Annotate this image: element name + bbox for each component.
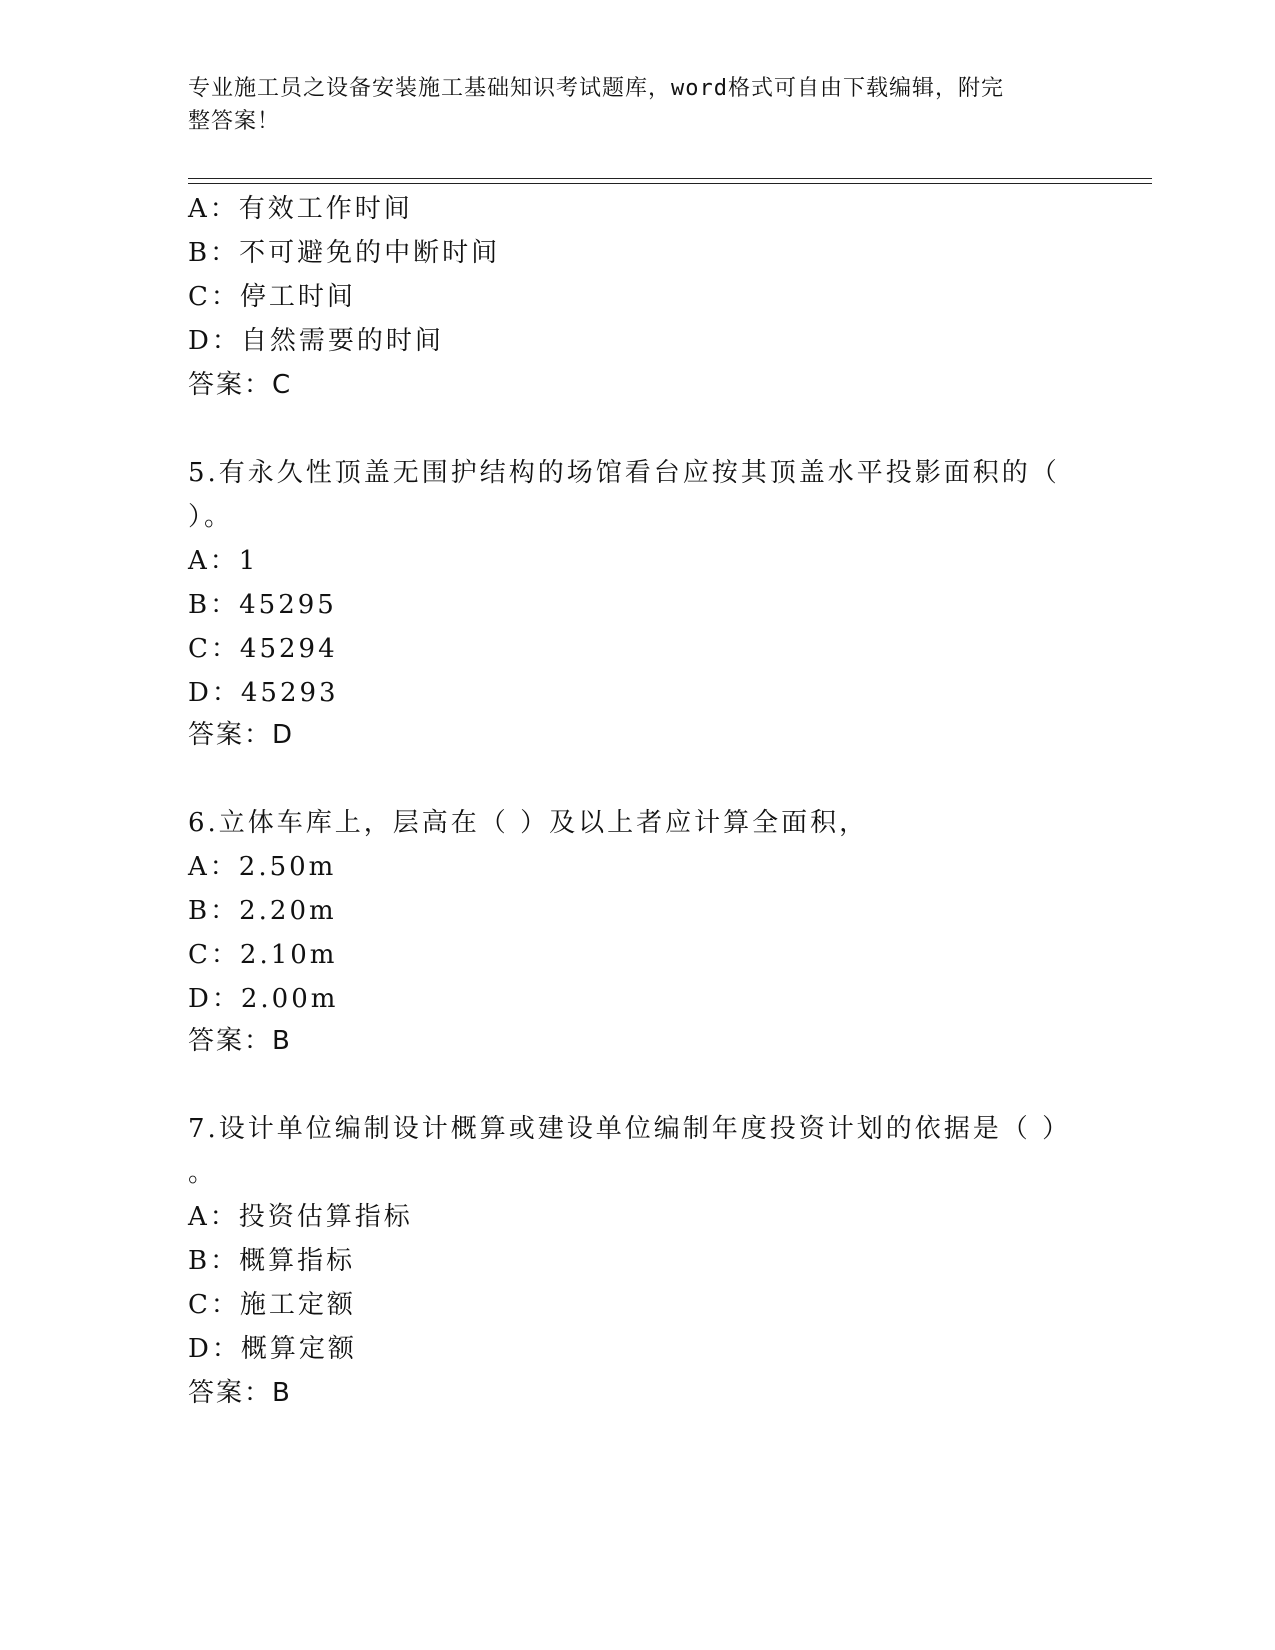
option-key: D： <box>188 678 241 708</box>
q7-answer: 答案：B <box>188 1378 292 1408</box>
q7-stem-line-1: 7.设计单位编制设计概算或建设单位编制年度投资计划的依据是（ ） <box>188 1114 1072 1144</box>
option-text: 2.10m <box>239 940 338 970</box>
header-line-2: 整答案！ <box>188 109 281 134</box>
option-text: 概算指标 <box>239 1246 356 1276</box>
q6-option-d <box>188 978 338 1015</box>
q5-option-d <box>188 672 339 709</box>
q5-option-c <box>188 628 338 665</box>
option-key: B： <box>188 896 240 926</box>
option-key: D： <box>188 326 241 356</box>
option-text: 停工时间 <box>239 282 356 312</box>
header-divider-bottom <box>188 183 1152 184</box>
option-key: D： <box>188 1334 241 1364</box>
option-key: A： <box>188 852 239 882</box>
option-key: C： <box>188 940 240 970</box>
q7-option-a <box>188 1196 413 1233</box>
q6-answer: 答案：B <box>188 1026 292 1056</box>
document-header <box>188 72 1068 138</box>
option-text: 投资估算指标 <box>238 1202 413 1232</box>
q5-stem-line-1: 5.有永久性顶盖无围护结构的场馆看台应按其顶盖水平投影面积的（ <box>188 458 1060 488</box>
option-text: 2.00m <box>240 984 339 1014</box>
q4-answer: 答案：C <box>188 370 293 400</box>
q6-option-b <box>188 890 337 927</box>
option-key: C： <box>188 1290 240 1320</box>
option-key: C： <box>188 634 240 664</box>
q6-option-a <box>188 846 336 883</box>
q5-option-a <box>188 540 258 577</box>
q5-stem-line-2: ）。 <box>188 502 234 532</box>
q7-option-b <box>188 1240 355 1277</box>
option-key: D： <box>188 984 241 1014</box>
option-text: 不可避免的中断时间 <box>239 238 501 268</box>
option-key: B： <box>188 590 240 620</box>
q4-option-a <box>188 188 413 225</box>
option-text: 45295 <box>239 590 337 620</box>
option-text: 有效工作时间 <box>238 194 413 224</box>
option-text: 施工定额 <box>239 1290 356 1320</box>
q4-option-c <box>188 276 356 313</box>
option-key: C： <box>188 282 240 312</box>
q5-answer: 答案：D <box>188 720 295 750</box>
q7-option-c <box>188 1284 356 1321</box>
option-text: 45294 <box>239 634 338 664</box>
option-text: 概算定额 <box>240 1334 357 1364</box>
header-line-1: 专业施工员之设备安装施工基础知识考试题库，word格式可自由下载编辑，附完 <box>188 76 1004 101</box>
option-text: 45293 <box>240 678 339 708</box>
q7-option-d <box>188 1328 357 1365</box>
q7-stem-line-2: 。 <box>188 1158 218 1188</box>
header-divider-top <box>188 178 1152 179</box>
option-text: 1 <box>238 546 259 576</box>
option-key: B： <box>188 1246 240 1276</box>
option-text: 自然需要的时间 <box>240 326 444 356</box>
q4-option-b <box>188 232 500 269</box>
option-key: A： <box>188 546 239 576</box>
q5-option-b <box>188 584 337 621</box>
option-text: 2.20m <box>239 896 337 926</box>
option-text: 2.50m <box>238 852 337 882</box>
q4-option-d <box>188 320 444 357</box>
option-key: A： <box>188 1202 239 1232</box>
q6-stem-line-1: 6.立体车库上，层高在（ ）及以上者应计算全面积， <box>188 808 869 838</box>
q6-option-c <box>188 934 337 971</box>
option-key: A： <box>188 194 239 224</box>
option-key: B： <box>188 238 240 268</box>
